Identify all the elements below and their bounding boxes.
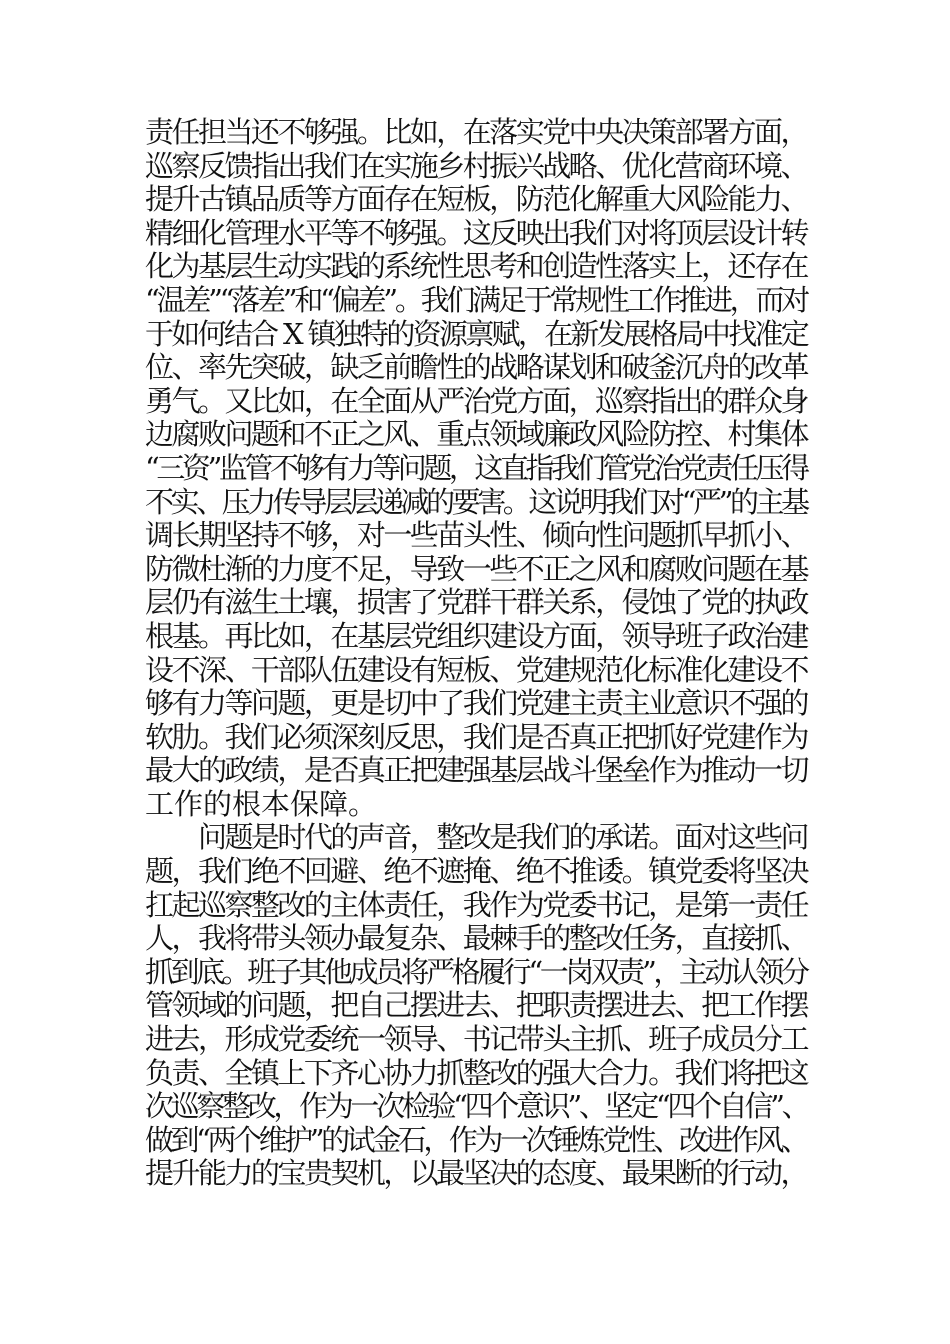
text-line: 精细化管理水平等不够强。这反映出我们对将顶层设计转 xyxy=(145,215,808,250)
text-line: 勇气。又比如，在全面从严治党方面，巡察指出的群众身 xyxy=(145,383,808,418)
text-line: 根基。再比如，在基层党组织建设方面，领导班子政治建 xyxy=(145,618,808,653)
text-line: 边腐败问题和不正之风、重点领域廉政风险防控、村集体 xyxy=(145,417,808,452)
text-line: 扛起巡察整改的主体责任，我作为党委书记，是第一责任 xyxy=(145,887,808,922)
text-line: 软肋。我们必须深刻反思，我们是否真正把抓好党建作为 xyxy=(145,719,808,754)
text-line: 次巡察整改，作为一次检验“四个意识”、坚定“四个自信”、 xyxy=(145,1089,808,1124)
text-line: 最大的政绩，是否真正把建强基层战斗堡垒作为推动一切 xyxy=(145,753,808,788)
text-line: 调长期坚持不够，对一些苗头性、倾向性问题抓早抓小、 xyxy=(145,518,808,553)
text-line: “三资”监管不够有力等问题，这直指我们管党治党责任压得 xyxy=(145,450,807,485)
text-line: 于如何结合 X 镇独特的资源禀赋，在新发展格局中找准定 xyxy=(145,316,808,351)
text-line: 层仍有滋生土壤，损害了党群干群关系，侵蚀了党的执政 xyxy=(145,585,808,620)
text-line: 抓到底。班子其他成员将严格履行“一岗双责”，主动认领分 xyxy=(145,954,807,989)
text-line: 负责、全镇上下齐心协力抓整改的强大合力。我们将把这 xyxy=(145,1055,808,1090)
text-line: 问题是时代的声音，整改是我们的承诺。面对这些问 xyxy=(145,820,808,855)
text-line: 提升古镇品质等方面存在短板，防范化解重大风险能力、 xyxy=(145,182,808,217)
text-line: 化为基层生动实践的系统性思考和创造性落实上，还存在 xyxy=(145,249,808,284)
text-line: 题，我们绝不回避、绝不遮掩、绝不推诿。镇党委将坚决 xyxy=(145,854,808,889)
text-line: 位、率先突破，缺乏前瞻性的战略谋划和破釜沉舟的改革 xyxy=(145,350,808,385)
text-line: 巡察反馈指出我们在实施乡村振兴战略、优化营商环境、 xyxy=(145,148,808,183)
text-line: 够有力等问题，更是切中了我们党建主责主业意识不强的 xyxy=(145,686,808,721)
text-line: 人，我将带头领办最复杂、最棘手的整改任务，直接抓、 xyxy=(145,921,808,956)
text-line: 提升能力的宝贵契机，以最坚决的态度、最果断的行动， xyxy=(145,1156,808,1191)
document-body xyxy=(145,116,810,1191)
text-line: 做到“两个维护”的试金石，作为一次锤炼党性、改进作风、 xyxy=(145,1122,807,1157)
text-line: 防微杜渐的力度不足，导致一些不正之风和腐败问题在基 xyxy=(145,551,808,586)
text-line: 设不深、干部队伍建设有短板、党建规范化标准化建设不 xyxy=(145,652,808,687)
text-line: 管领域的问题，把自己摆进去、把职责摆进去、把工作摆 xyxy=(145,988,808,1023)
text-line: 责任担当还不够强。比如，在落实党中央决策部署方面， xyxy=(145,115,808,149)
text-line: 不实、压力传导层层递减的要害。这说明我们对“严”的主基 xyxy=(145,484,807,519)
text-line: 工作的根本保障。 xyxy=(145,786,378,821)
text-line: “温差”“落差”和“偏差”。我们满足于常规性工作推进，而对 xyxy=(145,282,807,317)
text-line: 进去，形成党委统一领导、书记带头主抓、班子成员分工 xyxy=(145,1022,808,1057)
